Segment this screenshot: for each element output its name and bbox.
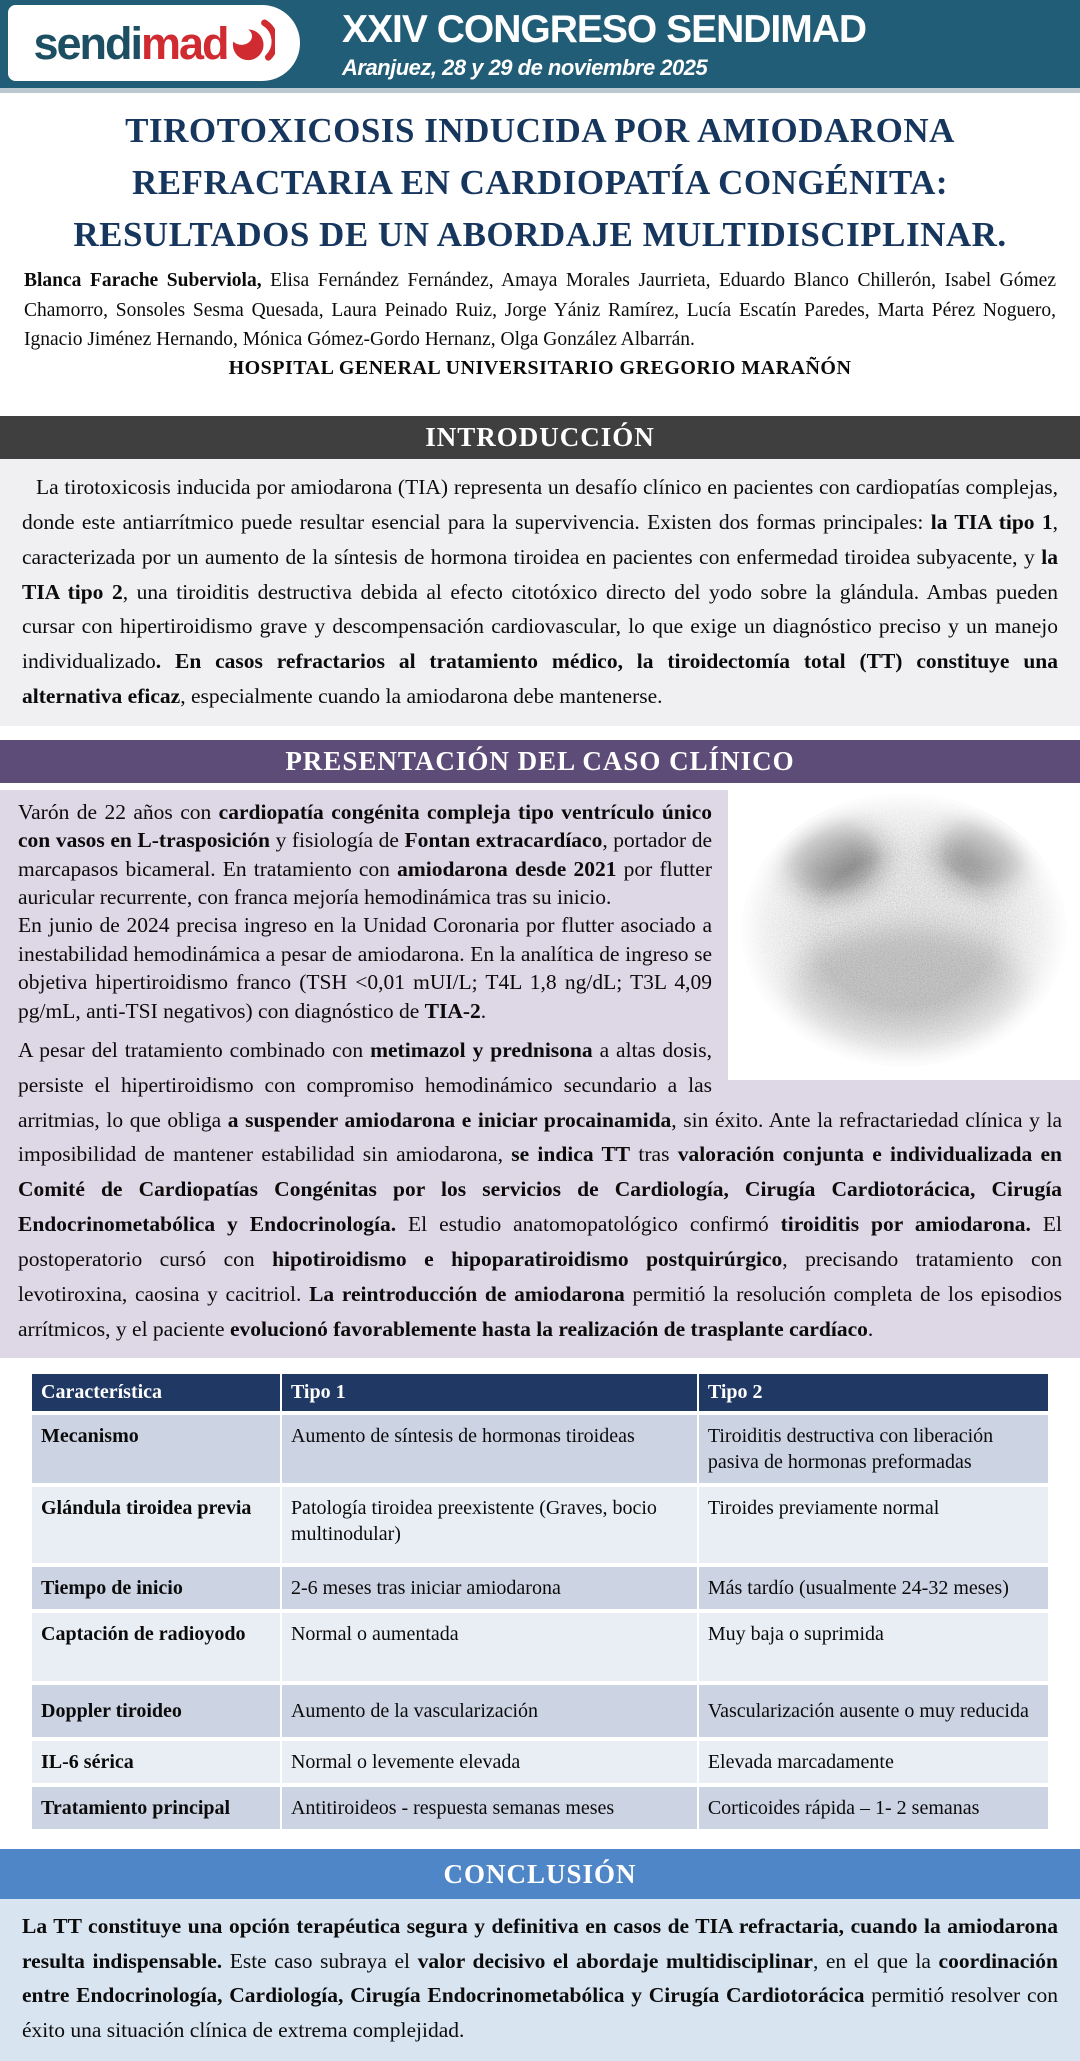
text-run: , portador de marcapasos bicameral. En tratamiento con [18, 828, 712, 881]
introduccion-paragraph [0, 459, 1080, 726]
affiliation: HOSPITAL GENERAL UNIVERSITARIO GREGORIO MARAÑÓN [228, 357, 852, 380]
tia-comparison-table [30, 1370, 1050, 1833]
table-cell: Tiroiditis destructiva con liberación pasiva de hormonas preformadas [699, 1415, 1048, 1483]
text-run: tras [630, 1142, 678, 1167]
table-row [32, 1741, 1048, 1783]
text-run: . [480, 998, 487, 1023]
table-row [32, 1487, 1048, 1563]
text-run: El postoperatorio cursó con [18, 1212, 1062, 1271]
text-run: A pesar del tratamiento combinado con [18, 1037, 371, 1062]
text-run: , en el que la [812, 1948, 939, 1973]
bold-text-run: la TIA tipo 1 [930, 509, 1053, 534]
sendimad-logo [8, 5, 300, 81]
table-cell: Normal o aumentada [282, 1613, 697, 1681]
text-run: , caracterizada por un aumento de la síntesis de hormona tiroidea en pacientes con enfermedad tiroidea subyacente, y [22, 509, 1058, 569]
poster-title [0, 105, 1080, 260]
thyroid-scintigraphy-image [728, 790, 1080, 1080]
table-row [32, 1685, 1048, 1737]
poster-title-line-3: RESULTADOS DE UN ABORDAJE MULTIDISCIPLINAR. [73, 214, 1007, 254]
table-cell: Doppler tiroideo [32, 1685, 280, 1737]
congress-title: XXIV CONGRESO SENDIMAD [342, 8, 867, 51]
poster-title-line-1: TIROTOXICOSIS INDUCIDA POR AMIODARONA [125, 111, 955, 150]
congress-subtitle: Aranjuez, 28 y 29 de noviembre 2025 [342, 54, 708, 80]
text-run: por flutter auricular recurrente, con franca mejoría hemodinámica tras su inicio. [18, 856, 712, 910]
table-cell: Captación de radioyodo [32, 1613, 280, 1681]
table-row [32, 1613, 1048, 1681]
table-cell: Elevada marcadamente [699, 1741, 1048, 1783]
tia-comparison-table-wrap [30, 1370, 1050, 1833]
bold-text-run: TIA-2 [424, 998, 481, 1023]
bold-text-run: se indica TT [511, 1142, 631, 1167]
bold-text-run: La TT constituye una opción terapéutica segura y definitiva en casos de TIA refractaria, cuando la amiodarona resulta indispensable. [22, 1914, 1058, 1973]
caso-clinico-body [0, 790, 1080, 1358]
table-cell: Glándula tiroidea previa [32, 1487, 280, 1563]
table-cell: Normal o levemente elevada [282, 1741, 697, 1783]
text-run: permitió la resolución completa de los episodios arrítmicos, y el paciente [18, 1281, 1062, 1341]
table-cell: Tiempo de inicio [32, 1567, 280, 1609]
bold-text-run: tiroiditis por amiodarona. [780, 1212, 1031, 1237]
bold-text-run: coordinación entre Endocrinología, Cardiología, Cirugía Endocrinometabólica y Cirugía Cardiotorácica [22, 1948, 1058, 2008]
table-cell: Más tardío (usualmente 24-32 meses) [699, 1567, 1048, 1609]
text-run: , sin éxito. Ante la refractariedad clínica y la imposibilidad de mantener estabilidad sin amiodarona, [18, 1107, 1062, 1167]
section-heading-introduccion: INTRODUCCIÓN [0, 416, 1080, 459]
table-cell: Aumento de la vascularización [282, 1685, 697, 1737]
authors-paragraph [24, 266, 1056, 354]
bold-text-run: amiodarona desde 2021 [397, 856, 617, 881]
table-cell: Mecanismo [32, 1415, 280, 1483]
table-header [32, 1374, 1048, 1411]
table-header-cell: Característica [32, 1374, 280, 1411]
logo-text-sendi: sendi [33, 17, 141, 69]
poster-title-line-2: REFRACTARIA EN CARDIOPATÍA CONGÉNITA: [131, 162, 949, 202]
text-run: En junio de 2024 precisa ingreso en la Unidad Coronaria por flutter asociado a inestabilidad hemodinámica a pesar de amiodarona. En la analítica de ingreso se objetiva hipertiroidismo franco (TSH <0,01 mUI/L; T4L 1,8 ng/dL; T3L 4,09 pg/mL, anti-TSI negativos) con diagnóstico de [18, 913, 712, 1023]
section-heading-caso-clinico: PRESENTACIÓN DEL CASO CLÍNICO [0, 740, 1080, 783]
text-run: Varón de 22 años con [18, 799, 219, 824]
sendimad-swoosh-icon [231, 16, 275, 71]
text-run: a altas dosis, persiste el hipertiroidismo con compromiso hemodinámico secundario a las arritmias, lo que obliga [18, 1037, 712, 1132]
bold-text-run: la TIA tipo 2 [22, 544, 1058, 604]
table-cell: Corticoides rápida – 1- 2 semanas [699, 1787, 1048, 1829]
bold-text-run: La reintroducción de amiodarona [309, 1281, 625, 1306]
bold-text-run: . En casos refractarios al tratamiento médico, la tiroidectomía total (TT) constituye una alternativa eficaz [22, 649, 1058, 709]
table-body [32, 1415, 1048, 1829]
table-cell: Muy baja o suprimida [699, 1613, 1048, 1681]
table-cell: Patología tiroidea preexistente (Graves, bocio multinodular) [282, 1487, 697, 1563]
congress-header-titles [342, 9, 866, 81]
bold-text-run: cardiopatía congénita compleja tipo ventrículo único con vasos en L-trasposición [18, 799, 712, 853]
bold-text-run: a suspender amiodarona e iniciar procainamida [227, 1107, 672, 1132]
bold-text-run: evolucionó favorablemente hasta la realización de trasplante cardíaco [229, 1316, 868, 1341]
table-header-row [32, 1374, 1048, 1411]
table-cell: Antitiroideos - respuesta semanas meses [282, 1787, 697, 1829]
text-run: permitió resolver con éxito una situación clínica de extrema complejidad. [22, 1983, 1059, 2042]
table-row [32, 1787, 1048, 1829]
conclusion-paragraph [0, 1899, 1080, 2061]
bold-text-run: metimazol y prednisona [370, 1037, 593, 1062]
text-run: , especialmente cuando la amiodarona debe mantenerse. [180, 684, 663, 709]
section-heading-conclusion: CONCLUSIÓN [0, 1849, 1080, 1899]
bold-text-run: valor decisivo el abordaje multidisciplinar [417, 1948, 813, 1973]
bold-text-run: hipotiroidismo e hipoparatiroidismo postquirúrgico [272, 1246, 783, 1271]
table-cell: IL-6 sérica [32, 1741, 280, 1783]
table-cell: Vascularización ausente o muy reducida [699, 1685, 1048, 1737]
text-run: El estudio anatomopatológico confirmó [396, 1212, 781, 1237]
text-run: La tirotoxicosis inducida por amiodarona (TIA) representa un desafío clínico en pacientes con cardiopatías complejas, donde este antiarrítmico puede resultar esencial para la supervivencia. Existen dos formas principales: [22, 475, 1058, 534]
text-run: , precisando tratamiento con levotiroxina, caosina y cacitriol. [18, 1246, 1062, 1306]
table-cell: Tratamiento principal [32, 1787, 280, 1829]
table-cell: Aumento de síntesis de hormonas tiroideas [282, 1415, 697, 1483]
table-row [32, 1567, 1048, 1609]
text-run: , una tiroiditis destructiva debida al efecto citotóxico directo del yodo sobre la glándula. Ambas pueden cursar con hipertiroidismo grave y descompensación cardiovascular, lo que exige un diagnóstico preciso y un manejo individualizado [22, 579, 1058, 674]
table-header-cell: Tipo 2 [699, 1374, 1048, 1411]
bold-text-run: Blanca Farache Suberviola, [24, 270, 271, 292]
text-run: Este caso subraya el [222, 1948, 418, 1973]
congress-header [0, 0, 1080, 93]
caso-paragraph-full [18, 1033, 1062, 1346]
logo-text-mad: mad [141, 17, 228, 69]
bold-text-run: Fontan extracardíaco [404, 828, 603, 853]
bold-text-run: valoración conjunta e individualizada en Comité de Cardiopatías Congénitas por los servicios de Cardiología, Cirugía Cardiotorácica, Cirugía Endocrinometabólica y Endocrinología. [18, 1142, 1063, 1237]
text-run: . [867, 1316, 874, 1341]
text-run: Elisa Fernández Fernández, Amaya Morales Jaurrieta, Eduardo Blanco Chillerón, Isabel Gómez Chamorro, Sonsoles Sesma Quesada, Laura Peinado Ruiz, Jorge Yániz Ramírez, Lucía Escatín Paredes, Marta Pérez Noguero, Ignacio Jiménez Hernando, Mónica Gómez-Gordo Hernanz, Olga González Albarrán. [24, 270, 1056, 350]
table-header-cell: Tipo 1 [282, 1374, 697, 1411]
table-row [32, 1415, 1048, 1483]
text-run: y fisiología de [270, 828, 405, 853]
table-cell: 2-6 meses tras iniciar amiodarona [282, 1567, 697, 1609]
table-cell: Tiroides previamente normal [699, 1487, 1048, 1563]
